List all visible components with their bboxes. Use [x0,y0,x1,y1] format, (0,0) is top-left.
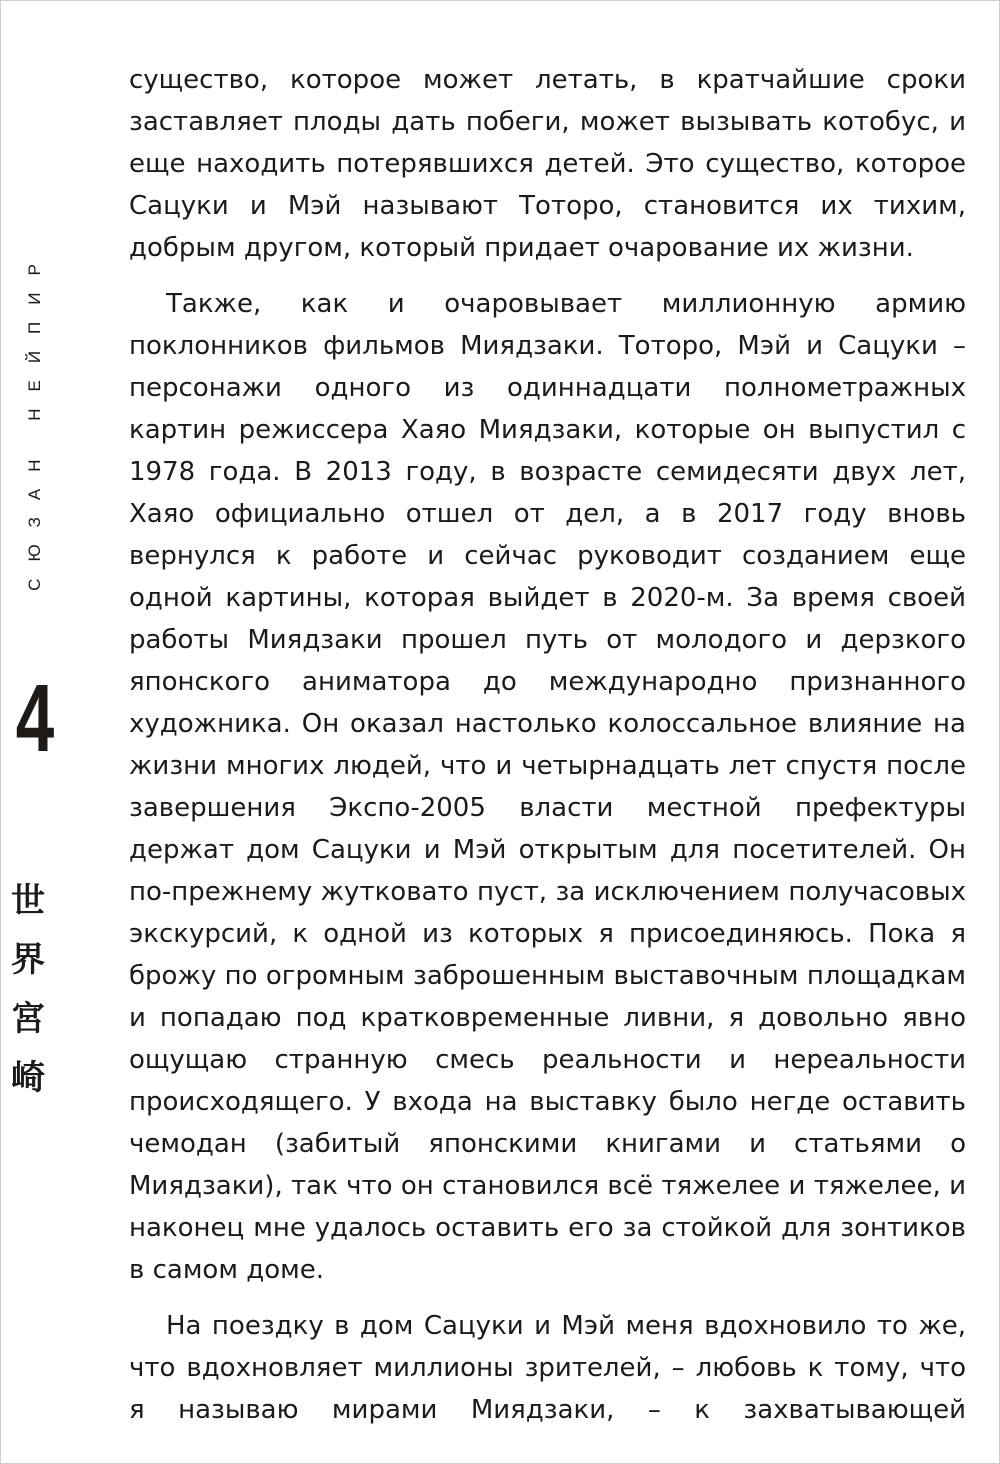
paragraph: Также, как и очаровывает миллионную армию поклонников фильмов Миядзаки. Тоторо, Мэй и Сацуки – персонажи одного из одиннадцати полнометражных картин режиссера Хаяо Миядзаки, которые он выпустил с 1978 года. В 2013 году, в возрасте семидесяти двух лет, Хаяо официально отшел от дел, а в 2017 году вновь вернулся к работе и сейчас руководит созданием еще одной картины, которая выйдет в 2020-м. За время своей работы Миядзаки прошел путь от молодого и дерзкого японского аниматора до международно признанного художника. Он оказал настолько колоссальное влияние на жизни многих людей, что и четырнадцать лет спустя после завершения Экспо-2005 власти местной префектуры держат дом Сацуки и Мэй открытым для посетителей. Он по-прежнему жутковато пуст, за исключением получасовых экскурсий, к одной из которых я присоединяюсь. Пока я брожу по огромным заброшенным выставочным площадкам и попадаю под кратковременные ливни, я довольно явно ощущаю странную смесь реальности и нереальности происходящего. У входа на выставку было негде оставить чемодан (забитый японскими книгами и статьями о Миядзаки), так что он становился всё тяжелее и тяжелее, и наконец мне удалось оставить его за стойкой для зонтиков в самом доме. [129,289,966,1285]
running-head-author [26,246,44,592]
running-head-kanji [8,872,48,1108]
page-number: 4 [15,665,55,772]
kanji-char: 世 [11,881,45,921]
paragraph: На поездку в дом Сацуки и Мэй меня вдохновило то же, что вдохновляет миллионы зрителей, – любовь к тому, что я называю мирами Миядзаки, – к захватывающей [129,1311,966,1425]
kanji-char: 崎 [11,1058,45,1098]
kanji-char: 界 [11,940,45,980]
paragraph: существо, которое может летать, в кратчайшие сроки заставляет плоды дать побеги, может вызывать котобус, и еще находить потерявшихся детей. Это существо, которое Сацуки и Мэй называют Тоторо, становится их тихим, добрым другом, который придает очарование их жизни. [129,65,966,263]
kanji-char: 宮 [11,999,45,1039]
author-name: СЮЗАН НЕЙПИР [25,247,45,591]
body-text [129,59,966,1445]
